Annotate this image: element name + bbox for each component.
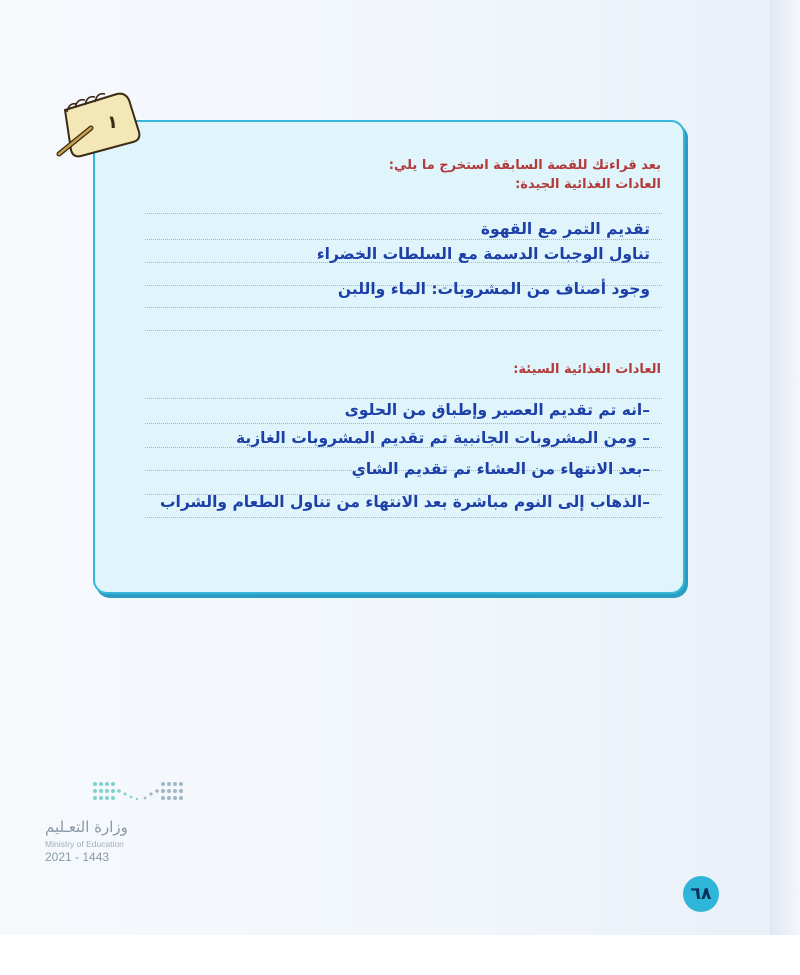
- answer-line: [145, 423, 662, 424]
- ministry-name-arabic: وزارة التعـليم: [45, 818, 128, 836]
- ministry-logo: [45, 778, 195, 873]
- bad-habit-item: – ومن المشروبات الجانبية تم تقديم المشروبات الغازية: [235, 429, 650, 447]
- page-edge: [770, 0, 800, 935]
- page-number: ٦٨: [683, 876, 719, 912]
- answer-line: [145, 517, 662, 518]
- notepad-pencil-icon: [55, 88, 145, 158]
- answer-line: [145, 239, 662, 240]
- ministry-year: 2021 - 1443: [45, 850, 110, 864]
- answer-line: [145, 307, 662, 308]
- good-habit-item: تناول الوجبات الدسمة مع السلطات الخضراء: [316, 245, 650, 263]
- bad-habit-item: –الذهاب إلى النوم مباشرة بعد الانتهاء من تناول الطعام والشراب: [159, 493, 650, 511]
- answer-line: [145, 398, 662, 399]
- bad-habit-item: –بعد الانتهاء من العشاء تم تقديم الشاي: [351, 460, 650, 478]
- answer-line: [145, 447, 662, 448]
- answer-line: [145, 213, 662, 214]
- ministry-dots-icon: [90, 778, 190, 808]
- ministry-name-english: Ministry of Education: [45, 839, 124, 849]
- good-habit-item: وجود أصناف من المشروبات: الماء واللبن: [337, 280, 650, 298]
- bottom-margin: [0, 935, 800, 975]
- good-habits-heading: العادات الغذائية الجيدة:: [515, 177, 661, 192]
- good-habit-item: تقديم التمر مع القهوة: [480, 220, 650, 238]
- instruction-text: بعد قراءتك للقصة السابقة استخرج ما يلي:: [388, 158, 661, 173]
- answer-line: [145, 330, 662, 331]
- bad-habits-heading: العادات الغذائية السيئة:: [513, 362, 661, 377]
- exercise-number: ١: [107, 112, 118, 133]
- bad-habit-item: –انه تم تقديم العصير وإطباق من الحلوى: [344, 401, 650, 419]
